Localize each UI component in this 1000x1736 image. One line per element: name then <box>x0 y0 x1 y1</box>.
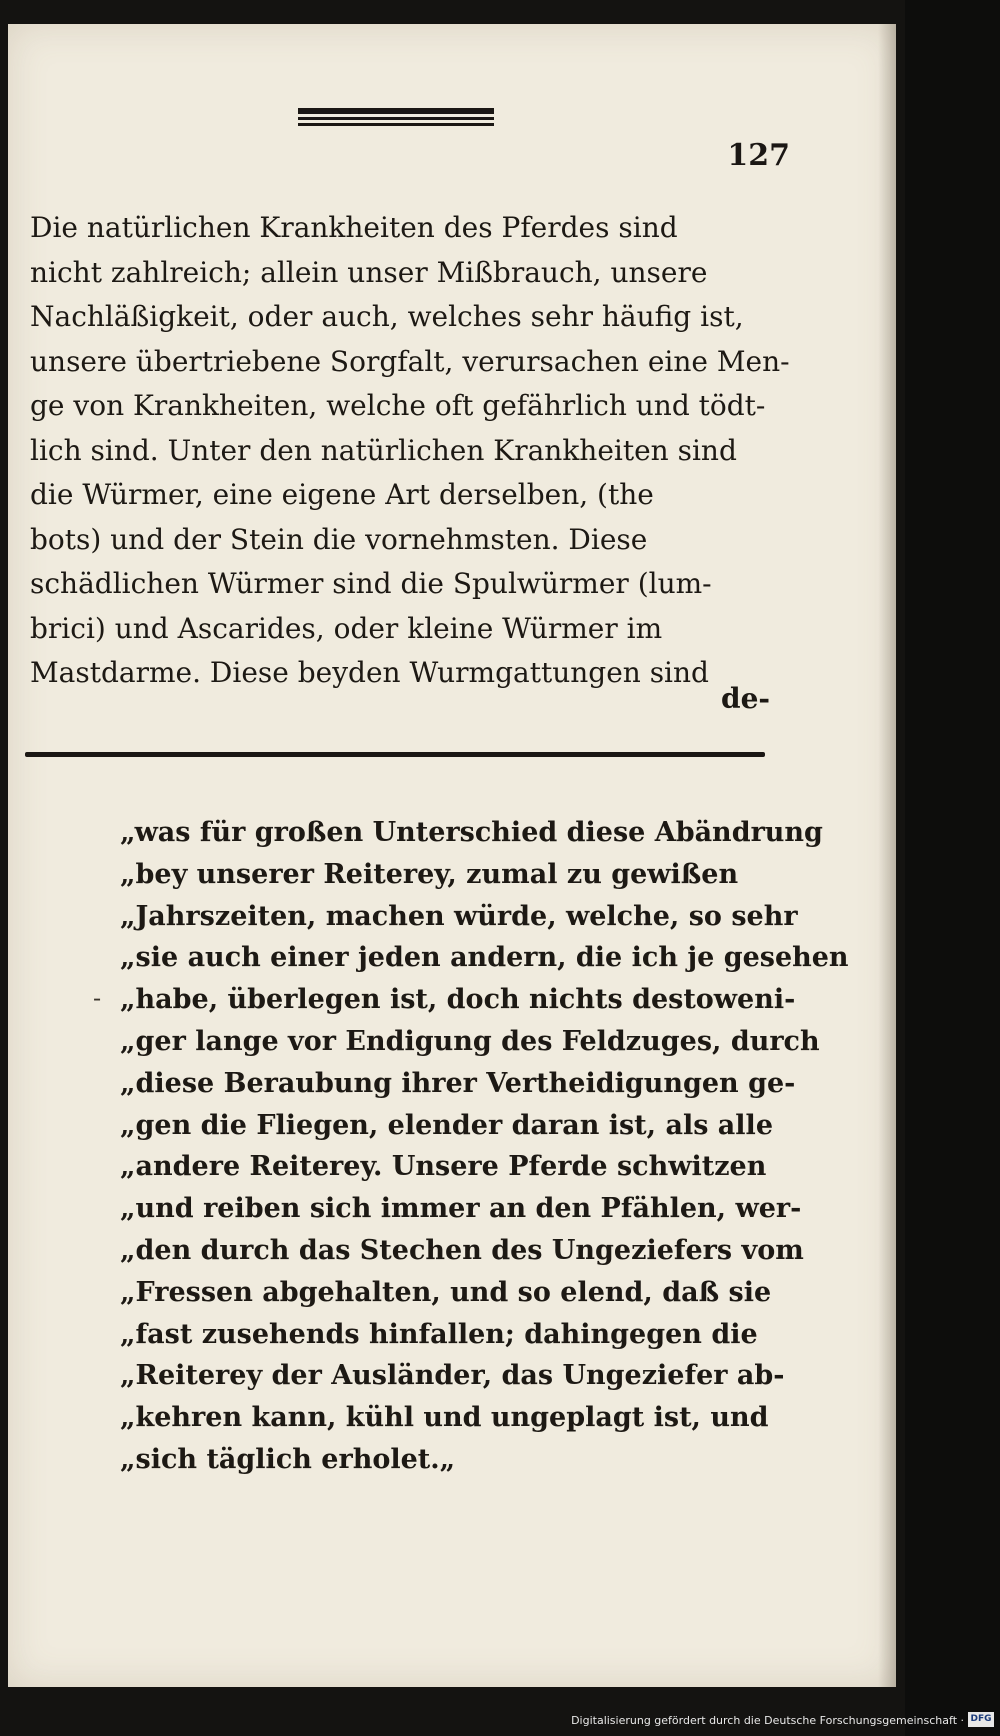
text-line: Nachläßigkeit, oder auch, welches sehr häufig ist, <box>30 300 744 333</box>
text-line: unsere übertriebene Sorgfalt, verursachen eine Men- <box>30 344 790 378</box>
quote-line: „Fressen abgehalten, und so elend, daß sie <box>120 1276 772 1308</box>
quote-line: „diese Beraubung ihrer Vertheidigungen ge- <box>120 1067 796 1099</box>
page-number: 127 <box>727 138 790 173</box>
quote-line: „sie auch einer jeden andern, die ich je gesehen <box>120 942 849 974</box>
quote-line: „andere Reiterey. Unsere Pferde schwitzen <box>120 1151 767 1183</box>
quote-line: „sich täglich erholet.„ <box>120 1443 456 1475</box>
page-edge-shadow <box>878 24 896 1687</box>
quote-line: „bey unserer Reiterey, zumal zu gewißen <box>120 858 739 890</box>
digitization-credit: Digitalisierung gefördert durch die Deutsche Forschungsgemeinschaft · <box>571 1714 964 1727</box>
text-line: schädlichen Würmer sind die Spulwürmer (lum- <box>30 567 712 600</box>
text-line: bots) und der Stein die vornehmsten. Diese <box>30 522 648 556</box>
quote-line: „kehren kann, kühl und ungeplagt ist, und <box>120 1402 769 1434</box>
margin-mark: - <box>93 984 102 1012</box>
header-ornament-rule <box>298 108 494 130</box>
catchword: de- <box>720 682 770 715</box>
quote-line: „Reiterey der Ausländer, das Ungeziefer ab- <box>120 1360 785 1392</box>
text-line: Mastdarme. Diese beyden Wurmgattungen sind <box>30 656 709 689</box>
quote-line: „fast zusehends hinfallen; dahingegen die <box>120 1318 758 1350</box>
text-line: ge von Krankheiten, welche oft gefährlich und tödt- <box>30 389 766 422</box>
text-line: Die natürlichen Krankheiten des Pferdes sind <box>30 211 678 244</box>
quote-line: „Jahrszeiten, machen würde, welche, so sehr <box>120 900 798 932</box>
quote-line: „was für großen Unterschied diese Abändrung <box>120 817 823 848</box>
text-line: die Würmer, eine eigene Art derselben, (the <box>30 478 654 511</box>
footnote-quote <box>120 812 849 1481</box>
dfg-logo: DFG <box>968 1712 994 1727</box>
main-paragraph <box>30 206 790 696</box>
quote-line: „ger lange vor Endigung des Feldzuges, durch <box>120 1025 820 1057</box>
quote-line: „gen die Fliegen, elender daran ist, als alle <box>120 1109 773 1141</box>
scan-background <box>905 0 1000 1736</box>
quote-line: „habe, überlegen ist, doch nichts destoweni- <box>120 984 796 1016</box>
text-line: brici) und Ascarides, oder kleine Würmer im <box>30 611 663 645</box>
text-line: lich sind. Unter den natürlichen Krankheiten sind <box>30 433 737 467</box>
ornament-bar <box>298 123 494 126</box>
text-line: nicht zahlreich; allein unser Mißbrauch, unsere <box>30 255 708 289</box>
ornament-bar <box>298 117 494 120</box>
quote-line: „den durch das Stechen des Ungeziefers vom <box>120 1234 804 1266</box>
quote-line: „und reiben sich immer an den Pfählen, wer- <box>120 1193 802 1225</box>
ornament-bar <box>298 108 494 114</box>
footnote-divider <box>25 752 765 757</box>
